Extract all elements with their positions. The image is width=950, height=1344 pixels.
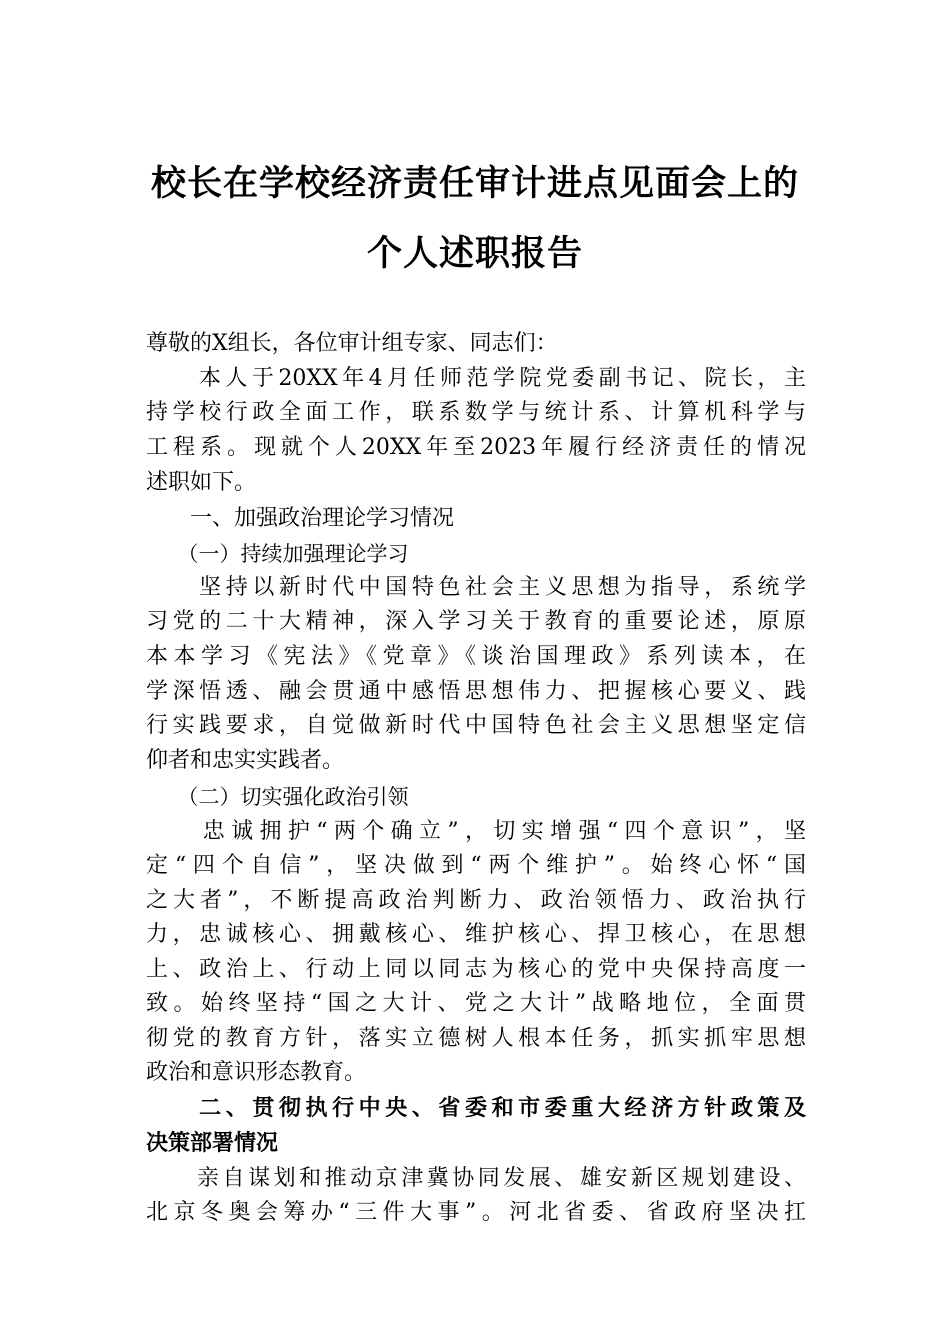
subsection-heading-2: （二）切实强化政治引领	[146, 785, 409, 809]
paragraph-line: 本人于20XX年4月任师范学院党委副书记、院长，主	[146, 366, 806, 391]
paragraph-line: 工程系。现就个人20XX年至2023年履行经济责任的情况	[146, 435, 806, 460]
paragraph-line: 述职如下。	[146, 470, 257, 495]
document-title-line-1: 校长在学校经济责任审计进点见面会上的	[150, 164, 799, 204]
subsection-heading-1: （一）持续加强理论学习	[146, 542, 409, 566]
paragraph-line: 北京冬奥会筹办“三件大事”。河北省委、省政府坚决扛	[146, 1200, 806, 1225]
section-heading-1: 一、加强政治理论学习情况	[146, 506, 455, 531]
paragraph-line: 致。始终坚持“国之大计、党之大计”战略地位，全面贯	[146, 991, 806, 1016]
paragraph-line: 持学校行政全面工作，联系数学与统计系、计算机科学与	[146, 400, 806, 425]
paragraph-line: 学深悟透、融会贯通中感悟思想伟力、把握核心要义、践	[146, 679, 806, 704]
paragraph-line: 忠诚拥护“两个确立”，切实增强“四个意识”，坚	[146, 819, 806, 844]
section-heading-2: 二、贯彻执行中央、省委和市委重大经济方针政策及	[146, 1096, 806, 1121]
paragraph-line: 本本学习《宪法》《党章》《谈治国理政》系列读本，在	[146, 644, 806, 669]
paragraph-line: 之大者”，不断提高政治判断力、政治领悟力、政治执行	[146, 888, 806, 913]
salutation: 尊敬的X组长，各位审计组专家、同志们：	[146, 331, 558, 356]
paragraph-line: 习党的二十大精神，深入学习关于教育的重要论述，原原	[146, 609, 806, 634]
paragraph-line: 行实践要求，自觉做新时代中国特色社会主义思想坚定信	[146, 713, 806, 738]
paragraph-line: 上、政治上、行动上同以同志为核心的党中央保持高度一	[146, 957, 806, 982]
paragraph-line: 政治和意识形态教育。	[146, 1060, 367, 1085]
paragraph-line: 力，忠诚核心、拥戴核心、维护核心、捍卫核心，在思想	[146, 922, 806, 947]
paragraph-line: 定“四个自信”，坚决做到“两个维护”。始终心怀“国	[146, 853, 806, 878]
document-title-line-2: 个人述职报告	[366, 234, 583, 274]
paragraph-line: 亲自谋划和推动京津冀协同发展、雄安新区规划建设、	[146, 1166, 806, 1191]
paragraph-line: 仰者和忠实实践者。	[146, 748, 345, 773]
paragraph-line: 彻党的教育方针，落实立德树人根本任务，抓实抓牢思想	[146, 1026, 806, 1051]
section-heading-2-continued: 决策部署情况	[146, 1131, 279, 1156]
paragraph-line: 坚持以新时代中国特色社会主义思想为指导，系统学	[146, 575, 806, 600]
